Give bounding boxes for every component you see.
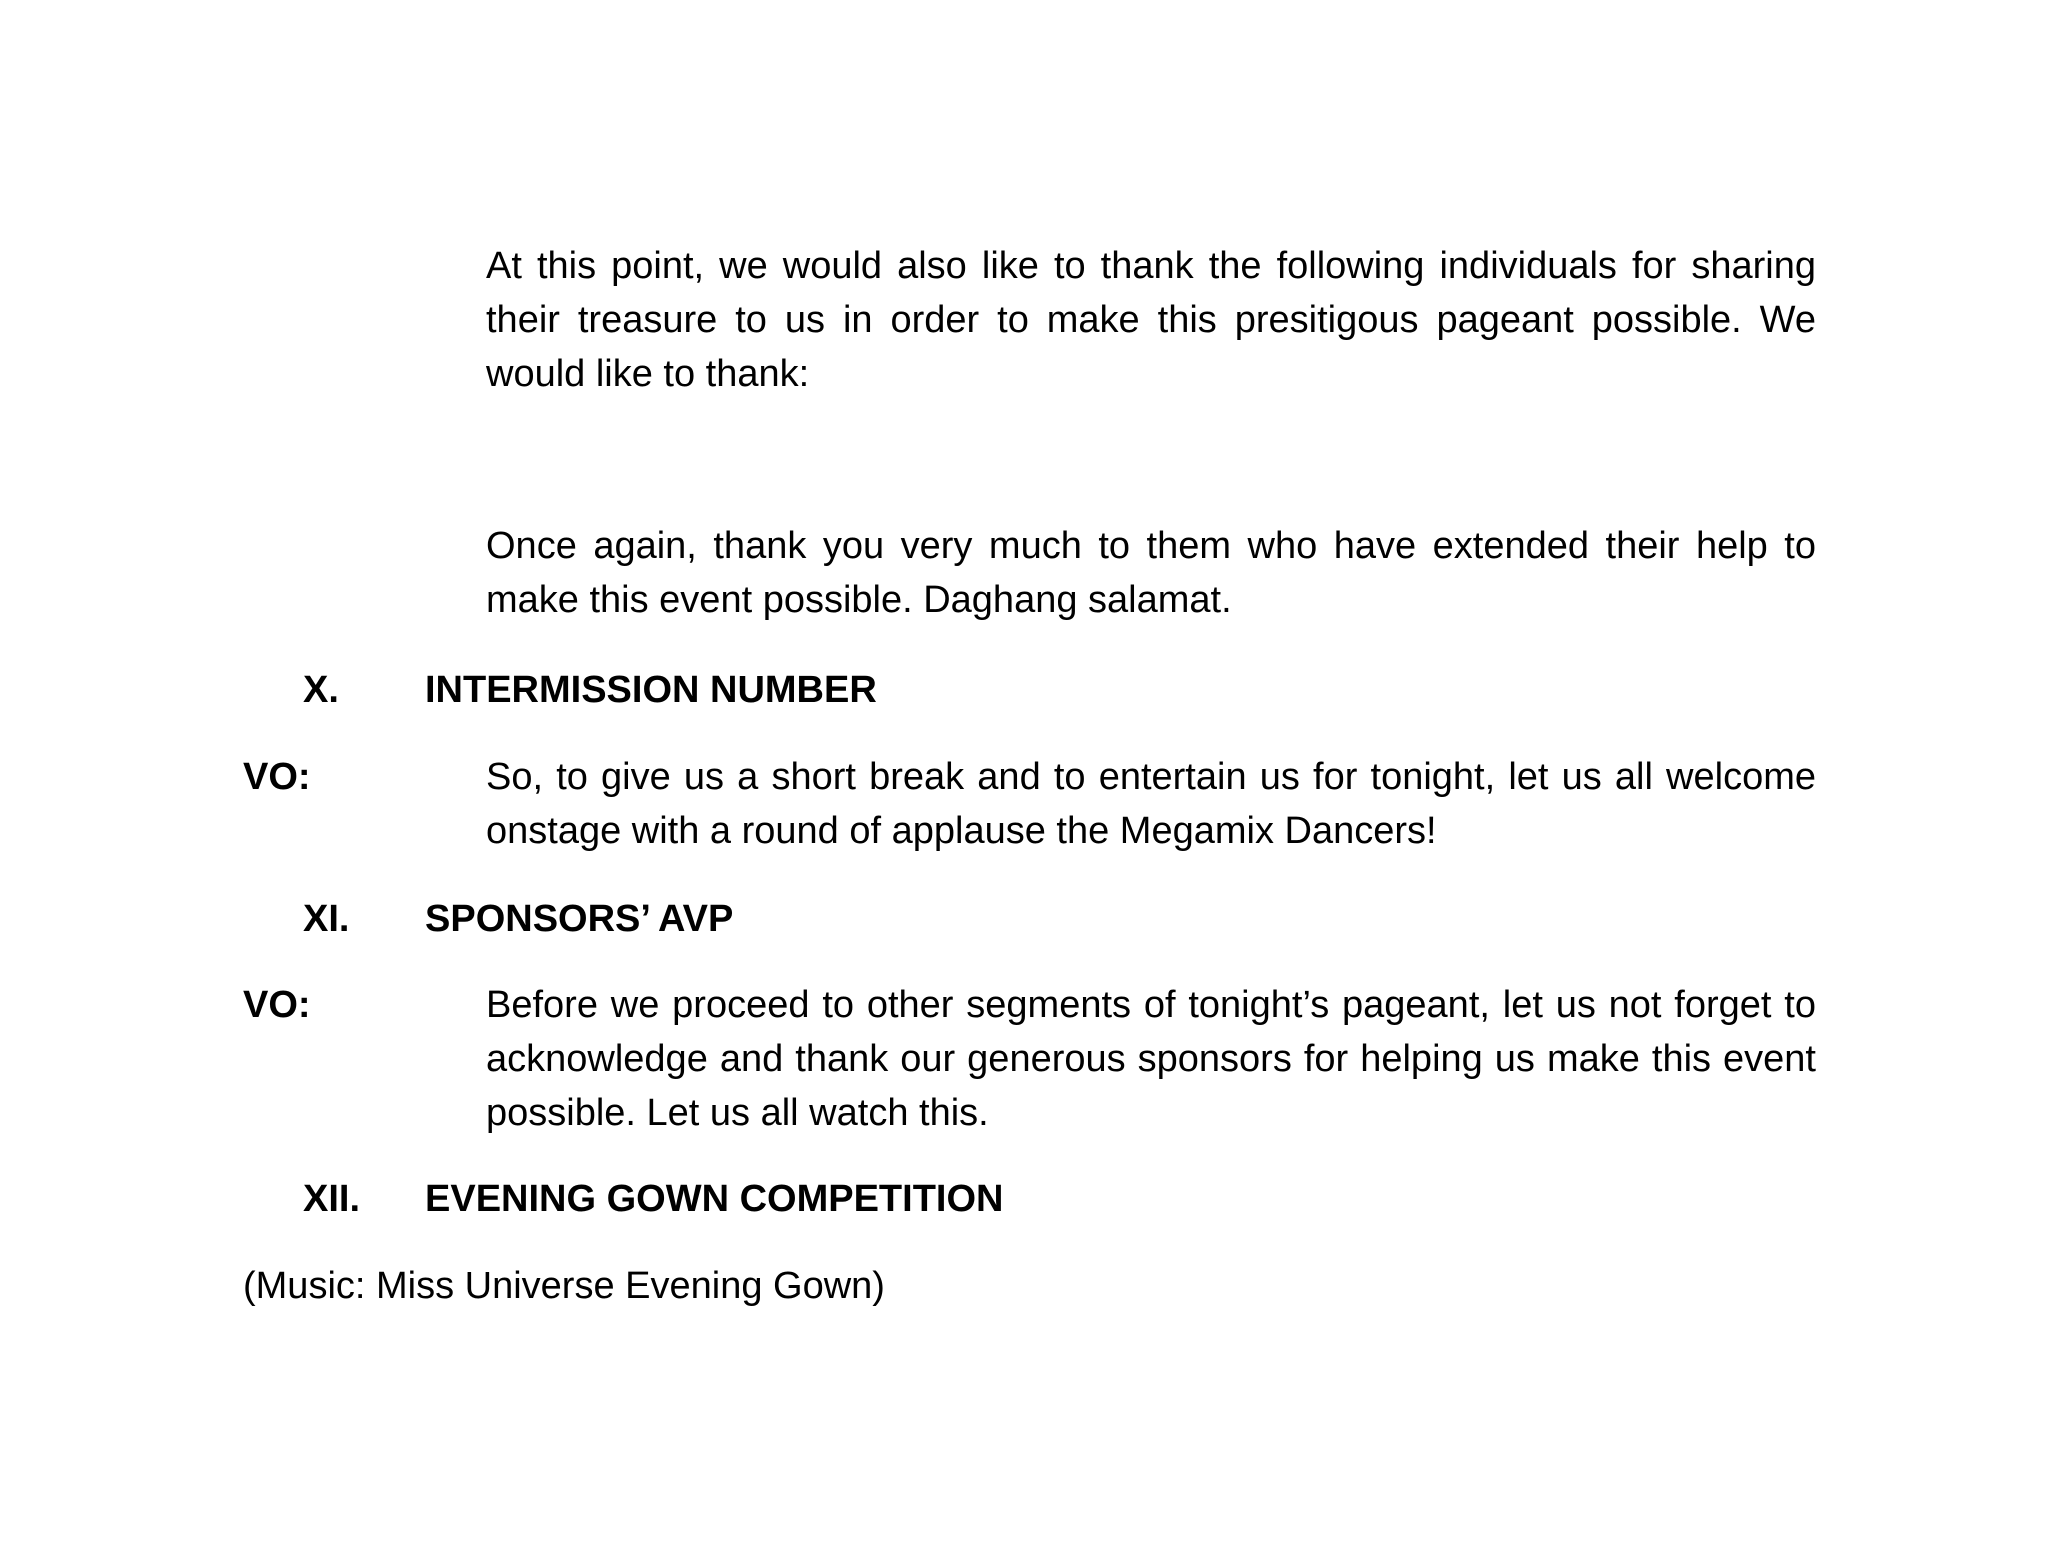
section-title: EVENING GOWN COMPETITION xyxy=(425,1178,1004,1220)
section-heading-intermission xyxy=(0,663,2048,717)
section-number: X. xyxy=(303,669,339,711)
section-number: XII. xyxy=(303,1178,361,1220)
voice-over-text: Before we proceed to other segments of tonight’s pageant, let us not forget to acknowledge and thank our generous sponsors for helping us make this event possible. Let us all watch this. xyxy=(486,984,1816,1134)
thanks-paragraph: At this point, we would also like to thank the following individuals for sharing their treasure to us in order to make this presitigous pageant possible. We would like to thank: xyxy=(486,245,1816,395)
closing-paragraph: Once again, thank you very much to them who have extended their help to make this event possible. Daghang salamat. xyxy=(486,525,1816,621)
section-title: SPONSORS’ AVP xyxy=(425,898,734,940)
section-number: XI. xyxy=(303,898,350,940)
speaker-label: VO: xyxy=(243,984,311,1026)
section-heading-sponsors xyxy=(0,892,2048,946)
music-note: (Music: Miss Universe Evening Gown) xyxy=(243,1265,885,1307)
speaker-label: VO: xyxy=(243,756,311,798)
section-heading-evening-gown xyxy=(0,1172,2048,1226)
section-title: INTERMISSION NUMBER xyxy=(425,669,877,711)
voice-over-text: So, to give us a short break and to entertain us for tonight, let us all welcome onstage with a round of applause the Megamix Dancers! xyxy=(486,756,1816,852)
